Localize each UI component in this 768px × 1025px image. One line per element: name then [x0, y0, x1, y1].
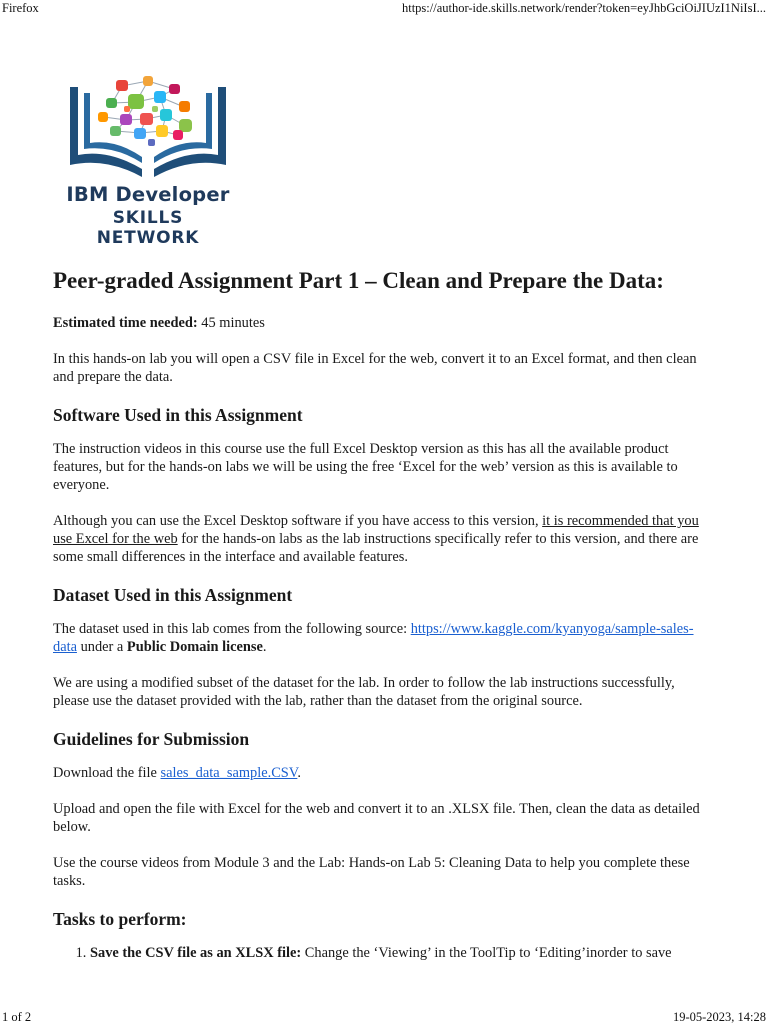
license-name: Public Domain license: [126, 639, 263, 655]
download-text: Download the file: [53, 765, 161, 781]
recommendation-underlined: it is recommended that you use Excel for the web: [53, 513, 699, 547]
dataset-heading: Dataset Used in this Assignment: [53, 585, 293, 605]
page-url[interactable]: https://author-ide.skills.network/render?token=eyJhbGciOiJIUzI1NiIsI...: [401, 1, 766, 15]
page-title: Peer-graded Assignment Part 1 – Clean and Prepare the Data:: [53, 268, 664, 293]
intro-paragraph: In this hands-on lab you will open a CSV file in Excel for the web, convert it to an Excel format, and then clean and prepare the data.: [53, 351, 697, 385]
tasks-heading: Tasks to perform:: [53, 909, 187, 929]
guidelines-heading: Guidelines for Submission: [53, 729, 250, 749]
logo-line-developer: IBM Developer: [66, 183, 230, 206]
task-item-text: Change the ‘Viewing’ in the ToolTip to ‘Editing’inorder to save: [301, 945, 672, 961]
software-paragraph-2: [53, 512, 713, 566]
dataset-paragraph-2: We are using a modified subset of the dataset for the lab. In order to follow the lab instructions successfully, please use the dataset provided with the lab, rather than the dataset from the original source.: [53, 675, 675, 709]
software-p2-start: Although you can use the Excel Desktop software if you have access to this version,: [53, 513, 543, 529]
browser-name: Firefox: [2, 1, 39, 15]
estimated-time-value: 45 minutes: [197, 315, 265, 331]
ibm-skills-network-logo: [66, 73, 230, 248]
dataset-p1-start: The dataset used in this lab comes from the following source:: [53, 621, 411, 637]
csv-download-link[interactable]: sales_data_sample.CSV: [160, 765, 298, 781]
page-number: 1 of 2: [2, 1010, 32, 1024]
estimated-time-label: Estimated time needed:: [53, 315, 198, 331]
logo-line-skills-network: SKILLS NETWORK: [96, 208, 200, 248]
document-body: [53, 262, 713, 962]
guidelines-paragraph-2: Upload and open the file with Excel for the web and convert it to an .XLSX file. Then, clean the data as detailed below.: [53, 801, 700, 835]
download-end: .: [297, 765, 301, 781]
kaggle-dataset-link[interactable]: https://www.kaggle.com/kyanyoga/sample-sales-data: [53, 621, 694, 655]
tasks-list: [53, 944, 713, 962]
software-paragraph-1: The instruction videos in this course use the full Excel Desktop version as this has all the available product features, but for the hands-on labs we will be using the free ‘Excel for the web’ version as this is available to everyone.: [53, 441, 678, 493]
software-p2-end: for the hands-on labs as the lab instructions specifically refer to this version, and there are some small differences in the interface and available features.: [53, 531, 699, 565]
task-item: [90, 944, 713, 962]
estimated-time: [53, 314, 713, 332]
download-paragraph: [53, 764, 713, 782]
dataset-p1-end: .: [262, 639, 267, 655]
software-heading: Software Used in this Assignment: [53, 405, 303, 425]
dataset-p1-mid: under a: [76, 639, 127, 655]
guidelines-paragraph-3: Use the course videos from Module 3 and the Lab: Hands-on Lab 5: Cleaning Data to help you complete these tasks.: [53, 855, 690, 889]
dataset-paragraph-1: [53, 620, 713, 656]
network-book-icon: [66, 73, 230, 183]
print-datetime: 19-05-2023, 14:28: [672, 1010, 766, 1024]
task-item-title: Save the CSV file as an XLSX file:: [90, 945, 302, 961]
